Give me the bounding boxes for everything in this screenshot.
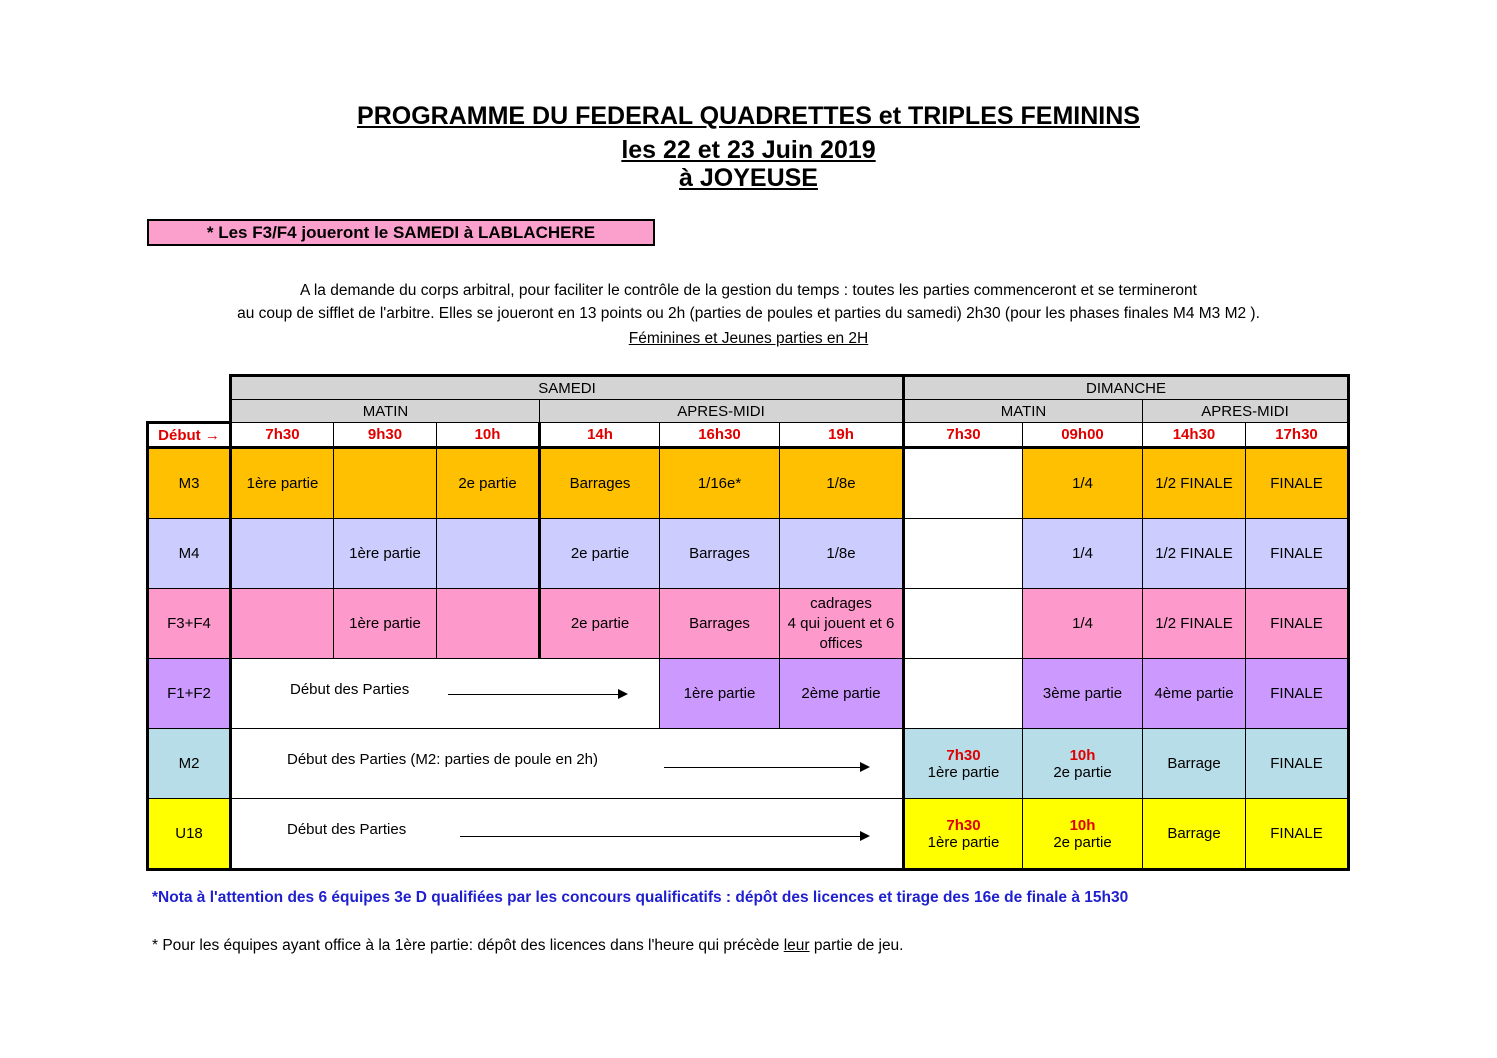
nota-office-underlined: leur	[783, 937, 810, 954]
cell: 1/4	[1023, 448, 1143, 519]
row-label: M4	[148, 519, 231, 589]
period-sat-afternoon: APRES-MIDI	[540, 400, 904, 423]
row-label: M2	[148, 729, 231, 799]
nota-office-end: partie de jeu.	[809, 937, 904, 954]
f3-f4-notice: * Les F3/F4 joueront le SAMEDI à LABLACHERE	[147, 219, 655, 246]
cell	[437, 519, 540, 589]
row-f3-f4	[148, 589, 1349, 659]
cell: 1/4	[1023, 519, 1143, 589]
page-title: PROGRAMME DU FEDERAL QUADRETTES et TRIPLES FEMININS	[357, 102, 1140, 130]
cadrages-line-3: offices	[819, 634, 863, 652]
cell: FINALE	[1246, 659, 1349, 729]
cell: 1/4	[1023, 589, 1143, 659]
intro-line-2: au coup de sifflet de l'arbitre. Elles se joueront en 13 points ou 2h (parties de poules et parties du samedi) 2h30 (pour les phases finales M4 M3 M2 ).	[237, 305, 1260, 322]
cell: 2ème partie	[780, 659, 904, 729]
cell: 2e partie	[540, 519, 660, 589]
cell-two-line	[1023, 729, 1143, 799]
cell: Barrages	[660, 519, 780, 589]
period-sun-afternoon: APRES-MIDI	[1143, 400, 1349, 423]
schedule-table	[146, 374, 1350, 871]
cell: FINALE	[1246, 729, 1349, 799]
cell: Barrages	[660, 589, 780, 659]
cell: FINALE	[1246, 448, 1349, 519]
cell: 1/16e*	[660, 448, 780, 519]
cell-time: 7h30	[946, 816, 981, 834]
time-sun-1: 7h30	[904, 423, 1023, 448]
cell: 1ère partie	[231, 448, 334, 519]
time-sun-4: 17h30	[1246, 423, 1349, 448]
nota-blue: *Nota à l'attention des 6 équipes 3e D qualifiées par les concours qualificatifs : dépôt des licences et tirage des 16e de finale à 15h30	[152, 889, 1129, 906]
time-sat-1: 7h30	[231, 423, 334, 448]
span-cell	[231, 729, 904, 799]
cell: 1ère partie	[334, 589, 437, 659]
cell: 2e partie	[540, 589, 660, 659]
cell	[334, 448, 437, 519]
cell	[904, 659, 1023, 729]
period-sat-morning: MATIN	[231, 400, 540, 423]
cell: 1/8e	[780, 448, 904, 519]
cell: Barrage	[1143, 799, 1246, 870]
cell: 2e partie	[437, 448, 540, 519]
row-label: F3+F4	[148, 589, 231, 659]
period-sun-morning: MATIN	[904, 400, 1143, 423]
span-cell	[231, 799, 904, 870]
cadrages-line-2: 4 qui jouent et 6	[787, 614, 895, 632]
start-label: Début →	[148, 423, 231, 448]
time-sat-4: 14h	[540, 423, 660, 448]
cell	[437, 589, 540, 659]
cell: Barrage	[1143, 729, 1246, 799]
span-label: Début des Parties (M2: parties de poule en 2h)	[287, 751, 599, 768]
nota-office-text: * Pour les équipes ayant office à la 1ère partie: dépôt des licences dans l'heure qui précède	[152, 937, 784, 954]
cell	[904, 448, 1023, 519]
cell-two-line	[904, 799, 1023, 870]
cell: 3ème partie	[1023, 659, 1143, 729]
cell: 1/2 FINALE	[1143, 519, 1246, 589]
cell	[904, 519, 1023, 589]
cell: FINALE	[1246, 519, 1349, 589]
cell-time: 7h30	[946, 746, 981, 764]
row-label: M3	[148, 448, 231, 519]
row-m2	[148, 729, 1349, 799]
time-sun-3: 14h30	[1143, 423, 1246, 448]
row-f1-f2	[148, 659, 1349, 729]
row-label: F1+F2	[148, 659, 231, 729]
cell-time: 10h	[1069, 816, 1096, 834]
cell-text: 2e partie	[1053, 763, 1112, 781]
row-u18	[148, 799, 1349, 870]
cell	[231, 519, 334, 589]
cell-time: 10h	[1069, 746, 1096, 764]
arrow-right-icon	[664, 767, 868, 768]
cell: FINALE	[1246, 799, 1349, 870]
span-label: Début des Parties	[290, 681, 410, 698]
arrow-right-icon	[448, 694, 626, 695]
cell: FINALE	[1246, 589, 1349, 659]
row-label: U18	[148, 799, 231, 870]
cell: 1/8e	[780, 519, 904, 589]
time-sat-5: 16h30	[660, 423, 780, 448]
intro-line-1: A la demande du corps arbitral, pour faciliter le contrôle de la gestion du temps : toutes les parties commenceront et se termineront	[300, 282, 1197, 299]
cadrages-line-1: cadrages	[810, 594, 872, 612]
time-sat-3: 10h	[437, 423, 540, 448]
cell-text: 1ère partie	[927, 763, 1000, 781]
cell-text: 2e partie	[1053, 833, 1112, 851]
day-saturday: SAMEDI	[231, 376, 904, 400]
span-cell	[231, 659, 660, 729]
nota-office	[152, 937, 904, 955]
row-m3	[148, 448, 1349, 519]
event-location: à JOYEUSE	[679, 164, 818, 192]
cell: 1ère partie	[660, 659, 780, 729]
day-sunday: DIMANCHE	[904, 376, 1349, 400]
row-m4	[148, 519, 1349, 589]
cell-cadrages	[780, 589, 904, 659]
intro-line-3: Féminines et Jeunes parties en 2H	[628, 330, 869, 347]
cell: Barrages	[540, 448, 660, 519]
cell: 1ère partie	[334, 519, 437, 589]
cell	[231, 589, 334, 659]
event-dates: les 22 et 23 Juin 2019	[621, 136, 876, 164]
cell: 1/2 FINALE	[1143, 589, 1246, 659]
arrow-right-icon	[460, 836, 868, 837]
cell: 1/2 FINALE	[1143, 448, 1246, 519]
time-sun-2: 09h00	[1023, 423, 1143, 448]
time-sat-6: 19h	[780, 423, 904, 448]
time-sat-2: 9h30	[334, 423, 437, 448]
cell	[904, 589, 1023, 659]
span-label: Début des Parties	[287, 821, 407, 838]
cell-two-line	[1023, 799, 1143, 870]
cell-text: 1ère partie	[927, 833, 1000, 851]
cell: 4ème partie	[1143, 659, 1246, 729]
cell-two-line	[904, 729, 1023, 799]
